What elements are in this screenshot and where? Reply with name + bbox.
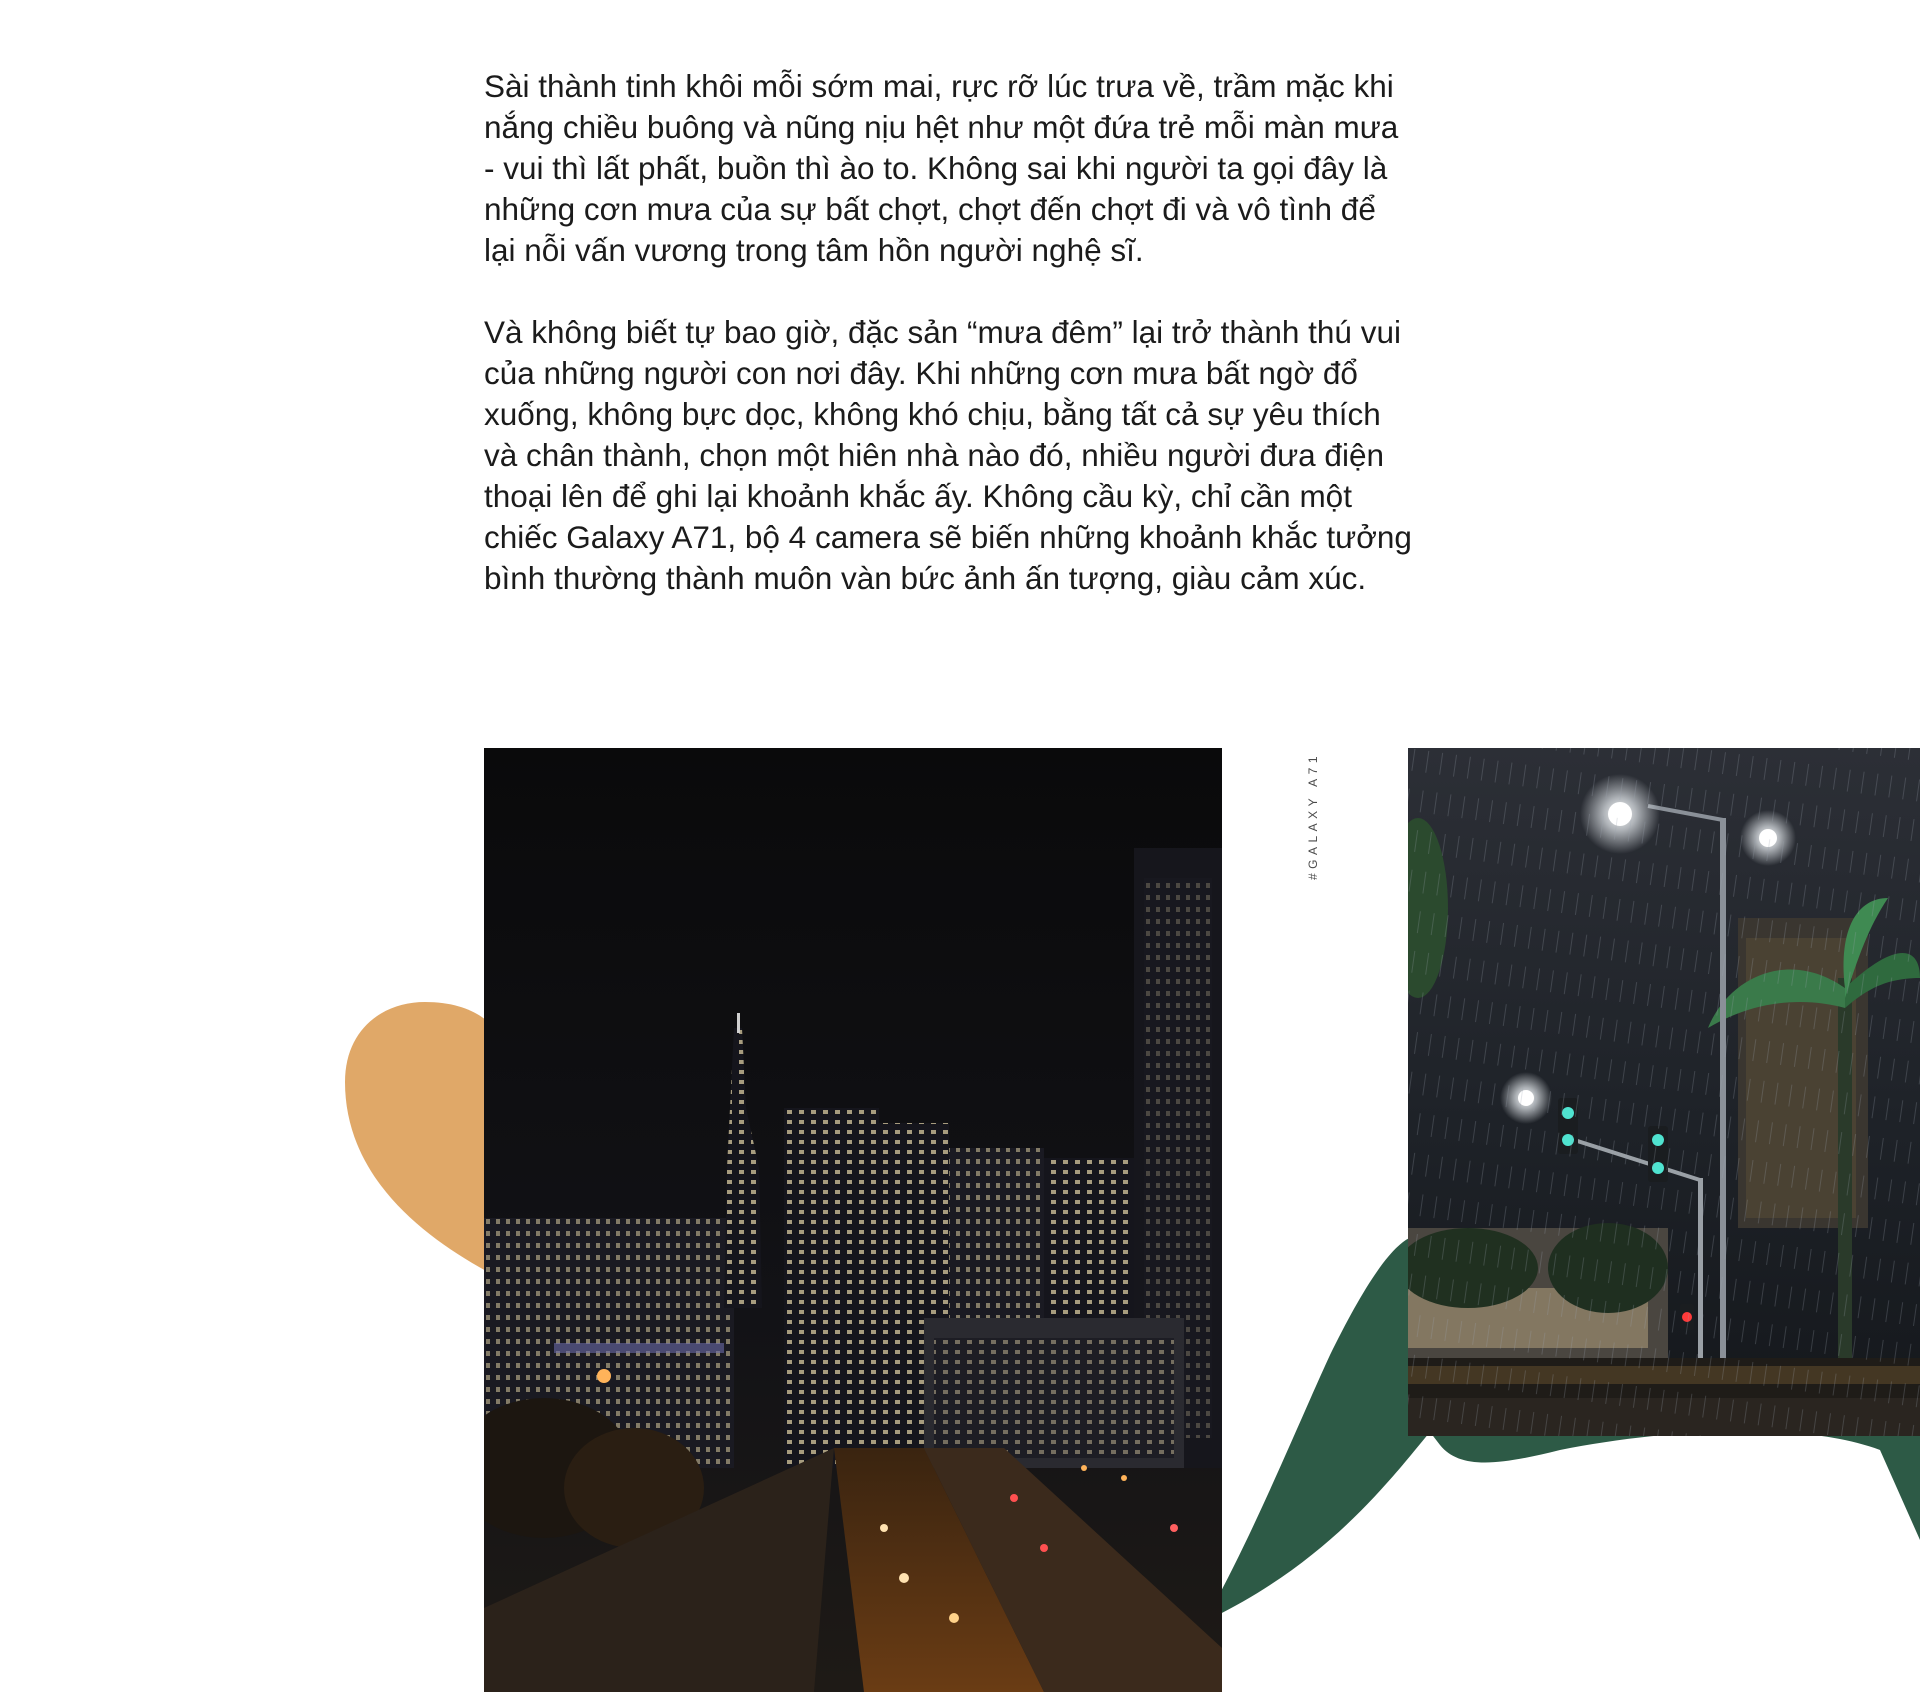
galaxy-a71-hashtag: #GALAXY A71	[1306, 752, 1320, 881]
orange-leaf-shape	[345, 1002, 496, 1272]
rainy-street-photo	[1408, 748, 1920, 1436]
rainy-street-illustration	[1408, 748, 1920, 1436]
article-paragraph-1: Sài thành tinh khôi mỗi sớm mai, rực rỡ lúc trưa về, trầm mặc khi nắng chiều buông và nũng nịu hệt như một đứa trẻ mỗi màn mưa - vui thì lất phất, buồn thì ào to. Không sai khi người ta gọi đây là những cơn mưa của sự bất chợt, chợt đến chợt đi và vô tình để lại nỗi vấn vương trong tâm hồn người nghệ sĩ.	[484, 68, 1399, 268]
article-body	[484, 66, 1414, 599]
night-city-illustration	[484, 748, 1222, 1692]
night-city-photo	[484, 748, 1222, 1692]
article-paragraph-2: Và không biết tự bao giờ, đặc sản “mưa đêm” lại trở thành thú vui của những người con nơi đây. Khi những cơn mưa bất ngờ đổ xuống, không bực dọc, không khó chịu, bằng tất cả sự yêu thích và chân thành, chọn một hiên nhà nào đó, nhiều người đưa điện thoại lên để ghi lại khoảnh khắc ấy. Không cầu kỳ, chỉ cần một chiếc Galaxy A71, bộ 4 camera sẽ biến những khoảnh khắc tưởng bình thường thành muôn vàn bức ảnh ấn tượng, giàu cảm xúc.	[484, 314, 1412, 596]
